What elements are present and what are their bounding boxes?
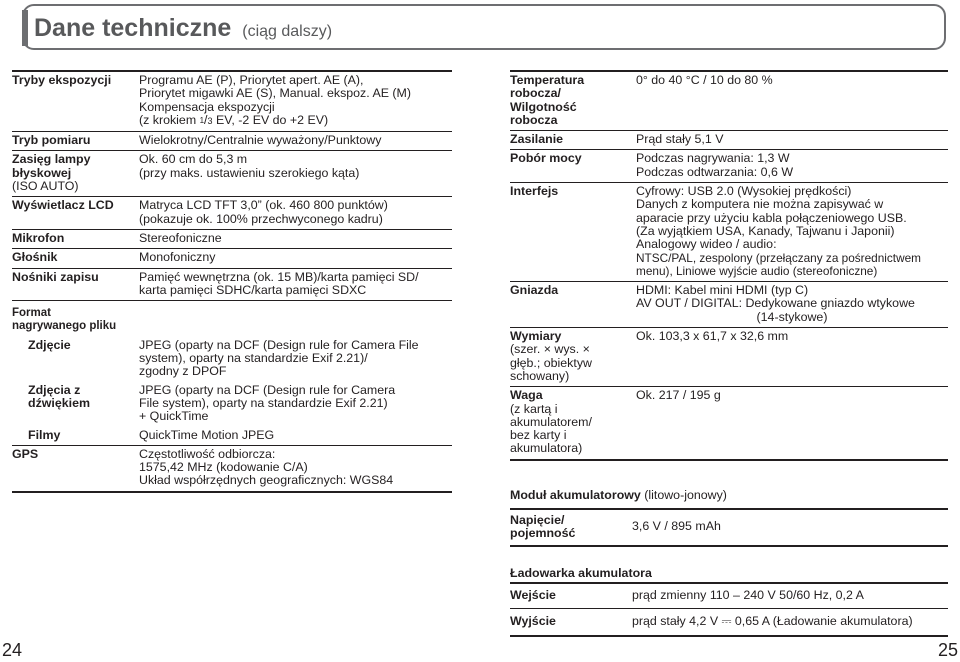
spec-value-line: Danych z komputera nie można zapisywać w: [636, 197, 884, 212]
label-line: akumulatorem/: [510, 414, 592, 429]
spec-label: Wyjście: [510, 609, 632, 636]
spec-value-line: (pokazuje ok. 100% przechwyconego kadru): [139, 211, 383, 226]
label-line: Wymiary: [510, 329, 562, 344]
spec-value: 0° do 40 °C / 10 do 80 %: [636, 71, 948, 131]
spec-value: Wielokrotny/Centralnie wyważony/Punktowy: [139, 132, 452, 151]
spec-label: Zdjęcie: [28, 337, 71, 352]
spec-value: Monofoniczny: [139, 249, 452, 268]
spec-value: [139, 337, 452, 382]
spec-value: [636, 150, 948, 183]
spec-value-line: Kompensacja ekspozycji: [139, 99, 275, 114]
spec-value: 3,6 V / 895 mAh: [628, 509, 948, 546]
left-spec-table: [12, 70, 452, 493]
spec-row-speaker: [12, 249, 452, 268]
spec-label: [510, 387, 636, 460]
spec-value-line: Podczas nagrywania: 1,3 W: [636, 151, 790, 166]
spec-row-microphone: [12, 229, 452, 248]
spec-label: [510, 328, 636, 387]
section-title-main: Moduł akumulatorowy: [510, 488, 641, 502]
label-line: bez karty i: [510, 428, 567, 443]
label-line: robocza/: [510, 86, 561, 101]
spec-row-still-image: [12, 337, 452, 382]
spec-value-line: menu), Liniowe wyjście audio (stereofoniczne): [636, 263, 878, 278]
spec-row-output: [510, 609, 948, 636]
spec-value-line: Cyfrowy: USB 2.0 (Wysokiej prędkości): [636, 184, 852, 199]
spec-value-line: Podczas odtwarzania: 0,6 W: [636, 164, 794, 179]
spec-value-line: Matryca LCD TFT 3,0” (ok. 460 800 punktów): [139, 198, 388, 213]
spec-label: Filmy: [12, 427, 139, 446]
spec-value: QuickTime Motion JPEG: [139, 427, 452, 446]
spec-value-line: Analogowy wideo / audio:: [636, 237, 777, 252]
spec-row-voltage: [510, 509, 948, 546]
spec-value: [139, 71, 452, 132]
spec-value-line: 1575,42 MHz (kodowanie C/A): [139, 460, 308, 475]
header-accent-bar: [22, 10, 28, 46]
spec-value-line: + QuickTime: [139, 409, 209, 424]
page-number-left: 24: [2, 640, 23, 660]
spec-value: prąd stały 4,2 V ⎓ 0,65 A (Ładowanie akumulatora): [632, 609, 948, 636]
spec-row-power: [510, 131, 948, 150]
spec-label: Głośnik: [12, 249, 139, 268]
spec-label: [12, 382, 139, 427]
battery-table: [510, 508, 948, 547]
spec-label: Tryby ekspozycji: [12, 71, 139, 132]
spec-value: Stereofoniczne: [139, 229, 452, 248]
charger-table: [510, 582, 948, 637]
spec-value: Ok. 103,3 x 61,7 x 32,6 mm: [636, 328, 948, 387]
page-number-right: 25: [937, 640, 958, 660]
spec-row-temperature: [510, 71, 948, 131]
spec-row-interface: [510, 183, 948, 282]
spec-label: GPS: [12, 445, 139, 491]
spec-value-line: HDMI: Kabel mini HDMI (typ C): [636, 283, 809, 298]
spec-value: [636, 282, 948, 328]
spec-row-weight: [510, 387, 948, 460]
label-line: Temperatura: [510, 73, 585, 87]
spec-label: [510, 509, 628, 546]
spec-value: Prąd stały 5,1 V: [636, 131, 948, 150]
spec-label: Mikrofon: [12, 229, 139, 248]
spec-row-dimensions: [510, 328, 948, 387]
spec-value-line: Częstotliwość odbiorcza:: [139, 446, 276, 461]
spec-label: Interfejs: [510, 183, 636, 282]
spec-value-line: zgodny z DPOF: [139, 364, 227, 379]
label-line: akumulatora): [510, 441, 583, 456]
spec-label: Zasilanie: [510, 131, 636, 150]
spec-row-audio-image: [12, 382, 452, 427]
spec-row-terminals: [510, 282, 948, 328]
spec-row-media: [12, 268, 452, 301]
label-line: głęb.; obiektyw: [510, 355, 592, 370]
spec-row-movies: [12, 427, 452, 446]
spec-row-flash-range: [12, 151, 452, 197]
spec-value: [139, 197, 452, 230]
spec-row-exposure-modes: [12, 71, 452, 132]
label-line: nagrywanego pliku: [12, 320, 117, 333]
label-line: (z kartą i: [510, 401, 558, 416]
spec-value-line: Priorytet migawki AE (S), Manual. ekspoz. AE (M): [139, 86, 411, 101]
spec-value: [139, 382, 452, 427]
fraction-den: 3: [207, 115, 213, 126]
spec-value: Ok. 217 / 195 g: [636, 387, 948, 460]
section-title-sub: (litowo-jonowy): [644, 488, 727, 502]
spec-label: Gniazda: [510, 282, 636, 328]
charger-section-title: Ładowarka akumulatora: [510, 566, 652, 580]
label-line: Zasięg lampy: [12, 152, 91, 167]
spec-value-line: Pamięć wewnętrzna (ok. 15 MB)/karta pamięci SD/: [139, 269, 419, 284]
spec-value: [636, 183, 948, 282]
spec-row-input: [510, 583, 948, 609]
spec-value-line: [139, 114, 452, 128]
right-spec-table: [510, 70, 948, 461]
label-line: Format: [12, 307, 51, 320]
spec-value-line: JPEG (oparty na DCF (Design rule for Camera File: [139, 337, 419, 352]
label-line: Wilgotność: [510, 99, 577, 114]
spec-value-line: JPEG (oparty na DCF (Design rule for Camera: [139, 382, 396, 397]
spec-value-line: AV OUT / DIGITAL: Dedykowane gniazdo wtykowe: [636, 296, 915, 311]
spec-value-line: Programu AE (P), Priorytet apert. AE (A),: [139, 73, 364, 87]
text: (z krokiem: [139, 112, 200, 127]
spec-value-line: aparacie przy użyciu kabla połączeniowego USB.: [636, 210, 907, 225]
title-subtitle: (ciąg dalszy): [242, 23, 333, 40]
spec-value-line: NTSC/PAL, zespolony (przełączany za pośrednictwem: [636, 250, 921, 265]
label-line: (ISO AUTO): [12, 179, 79, 194]
label-line: Zdjęcia z: [28, 382, 81, 397]
label-line: schowany): [510, 368, 570, 383]
fraction-num: 1: [199, 115, 205, 125]
label-line: pojemność: [510, 526, 576, 541]
label-line: błyskowej: [12, 165, 72, 180]
spec-value-line: system), oparty na standardzie Exif 2.21)/: [139, 351, 368, 366]
spec-value-line: Ok. 60 cm do 5,3 m: [139, 152, 248, 167]
label-line: Napięcie/: [510, 513, 565, 527]
spec-value-line: (14-stykowe): [756, 309, 828, 324]
spec-label: [12, 151, 139, 197]
label-line: Waga: [510, 388, 543, 403]
spec-value-line: File system), oparty na standardzie Exif 2.21): [139, 395, 388, 410]
text: EV, -2 EV do +2 EV): [212, 112, 329, 127]
spec-value: [139, 445, 452, 491]
title-main: Dane techniczne: [34, 14, 232, 42]
spec-value: [139, 268, 452, 301]
spec-value-line: Układ współrzędnych geograficznych: WGS84: [139, 473, 394, 488]
spec-row-gps: [12, 445, 452, 491]
spec-value: prąd zmienny 110 – 240 V 50/60 Hz, 0,2 A: [632, 583, 948, 609]
spec-label: Wyświetlacz LCD: [12, 197, 139, 230]
spec-row-file-format: [12, 301, 452, 337]
label-line: (szer. × wys. ×: [510, 342, 590, 357]
page-title: [34, 14, 332, 43]
spec-value-line: (przy maks. ustawieniu szerokiego kąta): [139, 165, 360, 180]
spec-label: Nośniki zapisu: [12, 268, 139, 301]
spec-value-line: karta pamięci SDHC/karta pamięci SDXC: [139, 282, 367, 297]
spec-label: [510, 71, 636, 131]
spec-value-line: (Za wyjątkiem USA, Kanady, Tajwanu i Japonii): [636, 223, 895, 238]
spec-label: [12, 301, 452, 337]
label-line: dźwiękiem: [28, 395, 90, 410]
spec-value: [139, 151, 452, 197]
spec-row-consumption: [510, 150, 948, 183]
fraction-slash: /: [204, 112, 208, 127]
spec-label: Wejście: [510, 583, 632, 609]
spec-row-lcd: [12, 197, 452, 230]
spec-label: Pobór mocy: [510, 150, 636, 183]
spec-label: Tryb pomiaru: [12, 132, 139, 151]
spec-row-metering: [12, 132, 452, 151]
label-line: robocza: [510, 112, 558, 127]
battery-section-title: [510, 488, 727, 502]
